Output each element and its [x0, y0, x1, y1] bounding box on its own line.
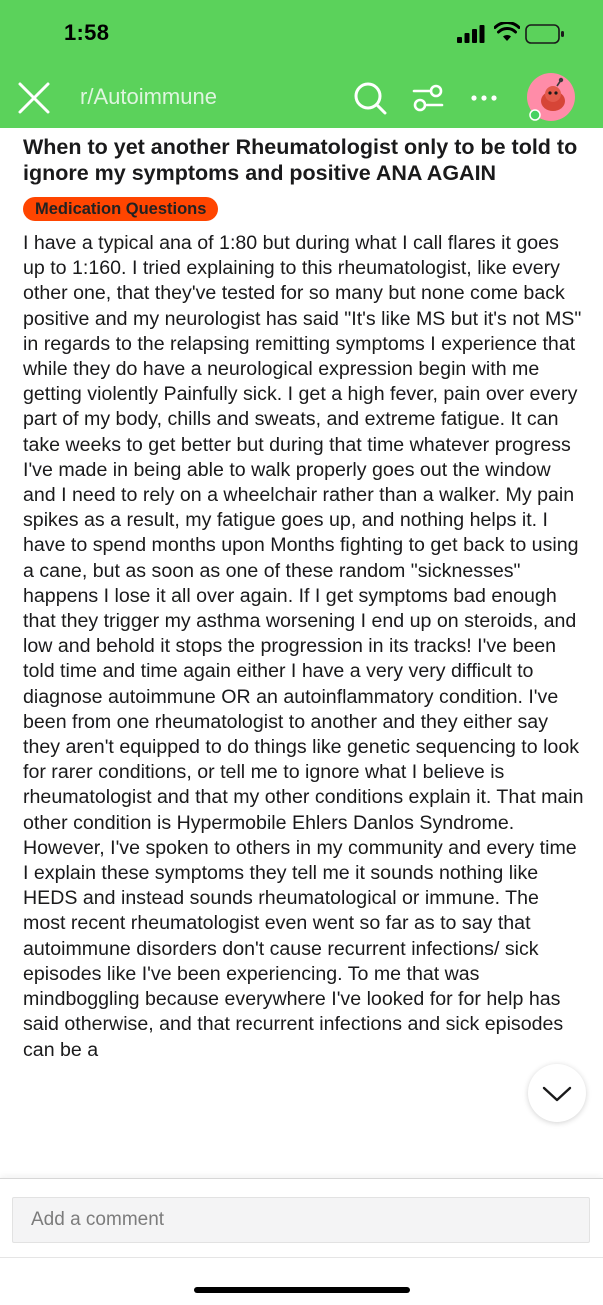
wifi-icon — [494, 22, 520, 42]
post-title: When to yet another Rheumatologist only to be told to ignore my symptoms and positive ANA AGAIN — [23, 135, 578, 185]
chevron-down-icon — [528, 1064, 586, 1122]
scroll-down-button[interactable] — [528, 1064, 586, 1122]
search-icon[interactable] — [352, 80, 388, 116]
more-icon[interactable] — [466, 80, 502, 116]
post-flair[interactable]: Medication Questions — [23, 197, 218, 221]
filter-icon[interactable] — [410, 80, 446, 116]
battery-icon — [525, 24, 565, 44]
status-time: 1:58 — [64, 20, 110, 45]
home-indicator[interactable] — [194, 1287, 410, 1293]
post-body: I have a typical ana of 1:80 but during what I call flares it goes up to 1:160. I tried explaining to this rheumatologist, like every other one, that they've tested for so many but none come back positive and my neurologist has said "It's like MS but it's not MS" in regards to the relapsing remitting symptoms I experience that while they do have a neurological expression begin with me getting violently Painfully sick. I get a high fever, pain over every part of my body, chills and sweats, and extreme fatigue. It can take weeks to get better but during that time whatever progress I've made in being able to walk properly goes out the window and I need to rely on a wheelchair rather than a walker. My pain spikes as a result, my fatigue goes up, and nothing helps it. I have to spend months upon Months fighting to get back to using a cane, but as soon as one of these random "sicknesses" happens I lose it all over again. If I get symptoms bad enough that they trigger my asthma worsening I end up on steroids, and low and behold it stops the progression in its tracks! I've been told time and time again either I have a very very difficult to diagnose autoimmune OR an autoinflammatory condition. I've been from one rheumatologist to another and they either say they aren't equipped to do things like genetic sequencing to look for rarer conditions, or tell me to ignore what I believe is rheumatologist and that my other conditions explain it. That main other condition is Hypermobile Ehlers Danlos Syndrome. However, I've spoken to others in my community and every time I explain these symptoms they tell me it sounds nothing like HEDS and instead sounds rheumatological or immune. The most recent rheumatologist even went so far as to say that autoimmune disorders don't cause recurrent infections/ sick episodes like I've been experiencing. To me that was mindboggling because everywhere I've looked for for help has said otherwise, and that recurrent infections and sick episodes can be a — [23, 232, 584, 1061]
comment-input[interactable] — [12, 1197, 590, 1243]
signal-icon — [457, 25, 485, 43]
app-header — [0, 0, 603, 128]
subreddit-name[interactable]: r/Autoimmune — [80, 84, 217, 109]
divider — [0, 1257, 603, 1258]
post-content — [23, 134, 585, 1138]
comment-bar — [0, 1178, 603, 1305]
avatar-icon[interactable] — [526, 72, 576, 122]
close-icon[interactable] — [16, 80, 52, 116]
